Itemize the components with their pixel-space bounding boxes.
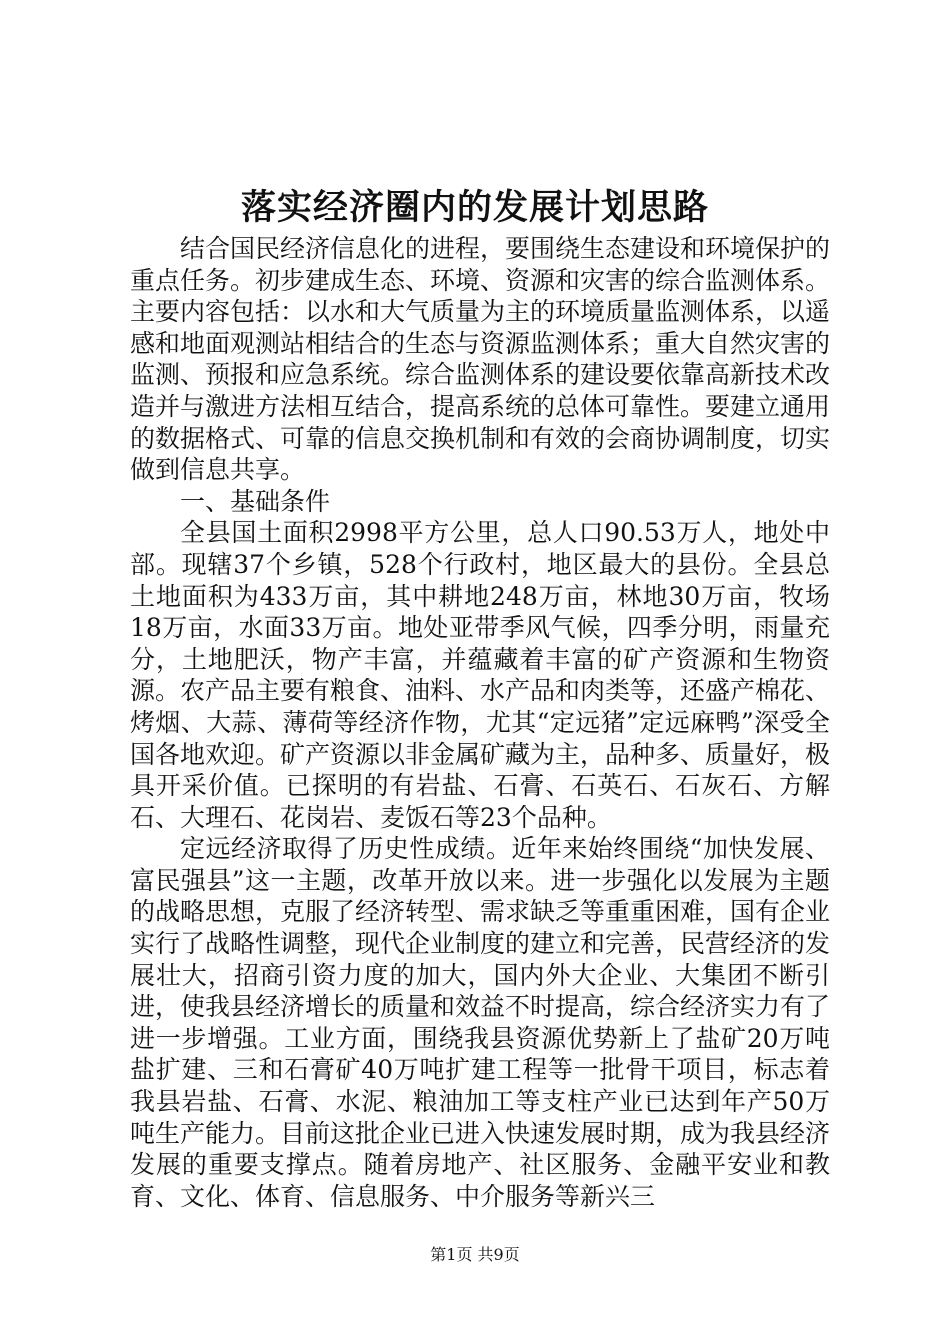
document-body	[130, 233, 830, 1212]
body-paragraph: 结合国民经济信息化的进程，要围绕生态建设和环境保护的重点任务。初步建成生态、环境、资源和灾害的综合监测体系。主要内容包括：以水和大气质量为主的环境质量监测体系，以遥感和地面观测站相结合的生态与资源监测体系；重大自然灾害的监测、预报和应急系统。综合监测体系的建设要依靠高新技术改造并与激进方法相互结合，提高系统的总体可靠性。要建立通用的数据格式、可靠的信息交换机制和有效的会商协调制度，切实做到信息共享。	[130, 234, 831, 485]
page-number: 第1页 共9页	[430, 1245, 520, 1264]
section-heading: 一、基础条件	[180, 486, 331, 516]
body-paragraph: 全县国土面积2998平方公里，总人口90.53万人，地处中部。现辖37个乡镇，528个行政村，地区最大的县份。全县总土地面积为433万亩，其中耕地248万亩，林地30万亩，牧场18万亩，水面33万亩。地处亚带季风气候，四季分明，雨量充分，土地肥沃，物产丰富，并蕴藏着丰富的矿产资源和生物资源。农产品主要有粮食、油料、水产品和肉类等，还盛产棉花、烤烟、大蒜、薄荷等经济作物，尤其“定远猪”定远麻鸭”深受全国各地欢迎。矿产资源以非金属矿藏为主，品种多、质量好，极具开采价值。已探明的有岩盐、石膏、石英石、石灰石、方解石、大理石、花岗岩、麦饭石等23个品种。	[130, 518, 831, 832]
document-title: 落实经济圈内的发展计划思路	[240, 187, 709, 228]
body-paragraph: 定远经济取得了历史性成绩。近年来始终围绕“加快发展、富民强县”这一主题，改革开放以来。进一步强化以发展为主题的战略思想，克服了经济转型、需求缺乏等重重困难，国有企业实行了战略性调整，现代企业制度的建立和完善，民营经济的发展壮大，招商引资力度的加大，国内外大企业、大集团不断引进，使我县经济增长的质量和效益不时提高，综合经济实力有了进一步增强。工业方面，围绕我县资源优势新上了盐矿20万吨盐扩建、三和石膏矿40万吨扩建工程等一批骨干项目，标志着我县岩盐、石膏、水泥、粮油加工等支柱产业已达到年产50万吨生产能力。目前这批企业已进入快速发展时期，成为我县经济发展的重要支撑点。随着房地产、社区服务、金融平安业和教育、文化、体育、信息服务、中介服务等新兴三	[130, 834, 831, 1211]
